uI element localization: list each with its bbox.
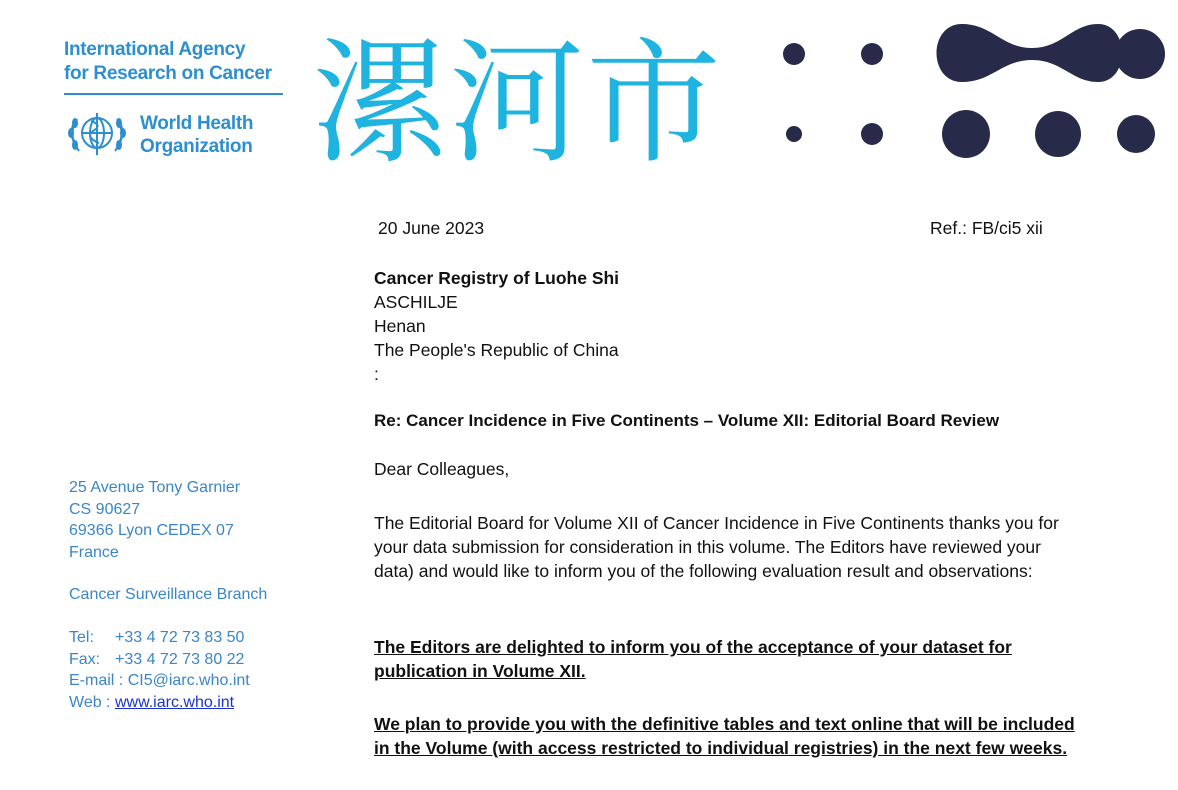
logo-divider [64, 93, 283, 95]
recipient-block [374, 266, 1079, 386]
salutation: Dear Colleagues, [374, 459, 510, 479]
address-line: CS 90627 [69, 500, 141, 518]
address-line: France [69, 543, 119, 561]
branch-name: Cancer Surveillance Branch [69, 586, 268, 603]
agency-line-1: International Agency [64, 39, 246, 60]
who-line-1: World Health [140, 113, 254, 134]
body-paragraph: The Editorial Board for Volume XII of Cancer Incidence in Five Continents thanks you for your data submission for consideration in this volume. The Editors have reviewed your data) and would like to inform you of the following evaluation result and observations: [374, 513, 1059, 581]
recipient-line: The People's Republic of China [374, 340, 619, 360]
contact-block [69, 627, 250, 713]
acceptance-notice: The Editors are delighted to inform you of the acceptance of your dataset for publication in Volume XII. [374, 637, 1012, 681]
who-line-2: Organization [140, 136, 253, 157]
fax-label: Fax: [69, 650, 101, 668]
letter-subject: Re: Cancer Incidence in Five Continents – Volume XII: Editorial Board Review [374, 411, 1000, 430]
agency-line-2: for Research on Cancer [64, 63, 272, 84]
recipient-line: Henan [374, 316, 426, 336]
iarc-logo-text [64, 38, 272, 86]
tel-label: Tel: [69, 629, 94, 646]
fax-row [69, 649, 250, 671]
recipient-name: Cancer Registry of Luohe Shi [374, 268, 620, 288]
tel-value: +33 4 72 73 83 50 [115, 629, 245, 646]
letter-ref: Ref.: FB/ci5 xii [930, 218, 1043, 238]
city-name: 漯河市 [312, 25, 723, 182]
email-value[interactable]: CI5@iarc.who.int [127, 672, 250, 689]
address-line: 69366 Lyon CEDEX 07 [69, 522, 234, 539]
dots-logo-icon [770, 18, 1170, 168]
web-label: Web : [69, 693, 111, 711]
who-emblem-icon [63, 105, 131, 163]
email-row [69, 670, 250, 692]
recipient-line: : [374, 364, 379, 384]
web-row [69, 692, 250, 714]
who-logo-text [140, 112, 253, 158]
plan-notice: We plan to provide you with the definitive tables and text online that will be included in the Volume (with access restricted to individual registries) in the next few weeks. [374, 714, 1075, 758]
address-line: 25 Avenue Tony Garnier [69, 479, 241, 496]
address-block [69, 477, 240, 563]
letter-date: 20 June 2023 [378, 218, 485, 238]
fax-value: +33 4 72 73 80 22 [115, 650, 245, 668]
web-link[interactable]: www.iarc.who.int [114, 693, 235, 711]
tel-row [69, 627, 250, 649]
email-label: E-mail : [69, 672, 124, 689]
recipient-line: ASCHILJE [374, 292, 458, 312]
